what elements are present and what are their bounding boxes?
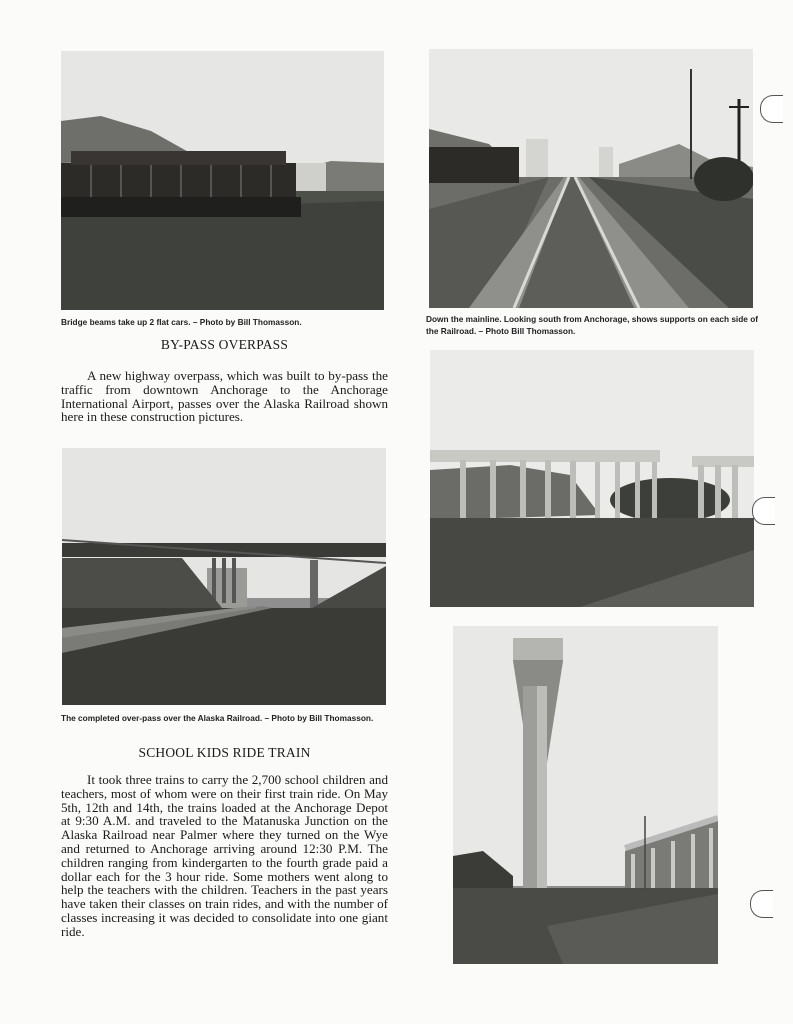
overpass-heading: BY-PASS OVERPASS [160,337,289,352]
completed-overpass-photo [62,448,386,705]
school-kids-heading: SCHOOL KIDS RIDE TRAIN [138,745,311,760]
bridge-beams-caption: Bridge beams take up 2 flat cars. – Photo by Bill Thomasson. [61,317,302,327]
binder-hole-bottom [750,890,773,918]
binder-hole-middle [752,497,775,525]
bridge-beams-photo [61,51,384,310]
school-kids-body: It took three trains to carry the 2,700 school children and teachers, most of whom were on their first train ride. On May 5th, 12th and 14th, the trains loaded at the Anchorage Depot at 9:30 A.M. and traveled to the Matanuska Junction on the Alaska Railroad near Palmer where they turned on the Wye and returned to Anchorage arriving around 12:30 P.M. The children ranging from kindergarten to the fourth grade paid a dollar each for the 3 hour ride. Some mothers went along to help the teachers with the children. Teachers in the past years have taken their classes on train rides, and with the number of classes increasing it was decided to consolidate into one giant ride. [61,772,388,939]
column-photo [453,626,718,964]
completed-overpass-caption: The completed over-pass over the Alaska Railroad. – Photo by Bill Thomasson. [61,713,374,723]
overpass-body: A new highway overpass, which was built to by-pass the traffic from downtown Anchorage to the Anchorage International Airport, passes over the Alaska Railroad shown here in these construction pictures. [61,368,388,425]
binder-hole-top [760,95,783,123]
mainline-photo [429,49,753,308]
supports-photo [430,350,754,607]
mainline-caption: Down the mainline. Looking south from Anchorage, shows supports on each side of the Railroad. – Photo Bill Thomasson. [426,314,759,336]
